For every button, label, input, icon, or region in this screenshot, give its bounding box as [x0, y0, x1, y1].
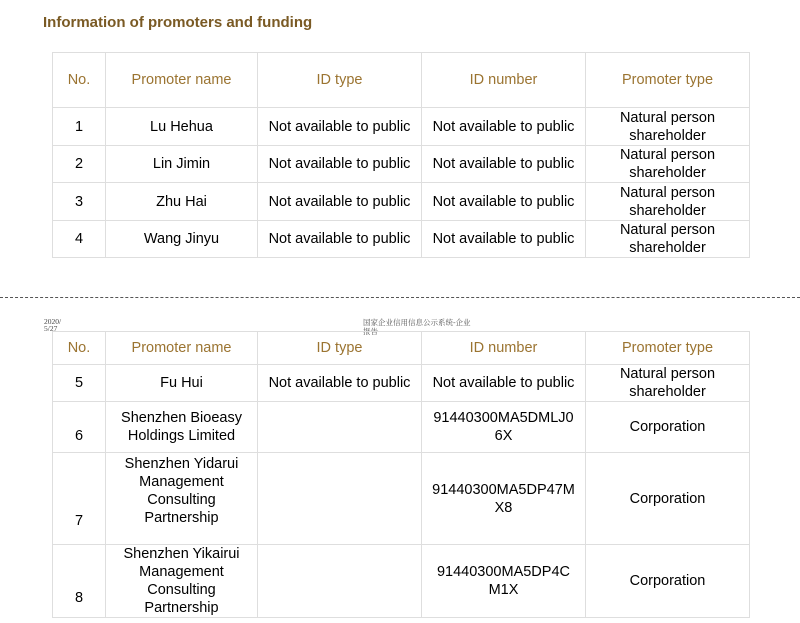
- cell-promoter-type: Corporation: [586, 453, 750, 545]
- table-row: [53, 183, 750, 221]
- cell-promoter-type: Natural person shareholder: [586, 221, 750, 258]
- cell-promoter-type: Natural person shareholder: [586, 365, 750, 402]
- promoters-table-part2: [52, 331, 750, 618]
- table-row: [53, 545, 750, 618]
- header-promoter-name: Promoter name: [106, 53, 258, 108]
- cell-id-number: Not available to public: [422, 146, 586, 183]
- cell-promoter-type: Corporation: [586, 402, 750, 453]
- cell-no: 7: [53, 453, 106, 545]
- cell-no: 6: [53, 402, 106, 453]
- cell-id-number: 91440300MA5DP4CM1X: [422, 545, 586, 618]
- header-id-type: ID type: [258, 332, 422, 365]
- cell-id-number: Not available to public: [422, 183, 586, 221]
- cell-id-number: 91440300MA5DP47MX8: [422, 453, 586, 545]
- table-header-row: [53, 53, 750, 108]
- page-date-stamp: [44, 318, 61, 332]
- cell-name: Zhu Hai: [106, 183, 258, 221]
- table-row: [53, 221, 750, 258]
- cell-id-number: Not available to public: [422, 221, 586, 258]
- table-row: [53, 453, 750, 545]
- table-row: [53, 402, 750, 453]
- date-line-1: 2020/: [44, 317, 62, 326]
- table-row: [53, 108, 750, 146]
- table-row: [53, 146, 750, 183]
- cell-no: 5: [53, 365, 106, 402]
- cell-id-type: Not available to public: [258, 221, 422, 258]
- cell-id-type: [258, 402, 422, 453]
- header-line-2: 报告: [363, 327, 378, 336]
- cell-id-type: Not available to public: [258, 108, 422, 146]
- cell-id-number: 91440300MA5DMLJ06X: [422, 402, 586, 453]
- table-row: [53, 365, 750, 402]
- cell-promoter-type: Natural person shareholder: [586, 108, 750, 146]
- cell-name: Shenzhen Bioeasy Holdings Limited: [106, 402, 258, 453]
- cell-name: Shenzhen Yikairui Management Consulting Partnership: [106, 545, 258, 618]
- date-line-2: 5/27: [44, 324, 58, 333]
- cell-name: Wang Jinyu: [106, 221, 258, 258]
- header-no: No.: [53, 53, 106, 108]
- header-promoter-type: Promoter type: [586, 332, 750, 365]
- cell-name: Lin Jimin: [106, 146, 258, 183]
- cell-no: 3: [53, 183, 106, 221]
- cell-id-type: Not available to public: [258, 146, 422, 183]
- cell-name: Lu Hehua: [106, 108, 258, 146]
- cell-no: 2: [53, 146, 106, 183]
- cell-name: Fu Hui: [106, 365, 258, 402]
- cell-no: 8: [53, 545, 106, 618]
- page-break-divider: [0, 297, 800, 298]
- cell-promoter-type: Natural person shareholder: [586, 146, 750, 183]
- cell-id-type: [258, 453, 422, 545]
- cell-id-number: Not available to public: [422, 108, 586, 146]
- cell-promoter-type: Natural person shareholder: [586, 183, 750, 221]
- header-id-number: ID number: [422, 332, 586, 365]
- header-id-number: ID number: [422, 53, 586, 108]
- header-line-1: 国家企业信用信息公示系统-企业: [363, 318, 471, 327]
- cell-id-type: [258, 545, 422, 618]
- cell-promoter-type: Corporation: [586, 545, 750, 618]
- header-promoter-type: Promoter type: [586, 53, 750, 108]
- cell-id-type: Not available to public: [258, 183, 422, 221]
- cell-id-type: Not available to public: [258, 365, 422, 402]
- cell-name: Shenzhen Yidarui Management Consulting Partnership: [106, 453, 258, 545]
- cell-id-number: Not available to public: [422, 365, 586, 402]
- cell-no: 1: [53, 108, 106, 146]
- section-title: Information of promoters and funding: [43, 14, 313, 31]
- header-id-type: ID type: [258, 53, 422, 108]
- cell-no: 4: [53, 221, 106, 258]
- header-no: No.: [53, 332, 106, 365]
- promoters-table-part1: [52, 52, 750, 258]
- header-promoter-name: Promoter name: [106, 332, 258, 365]
- table-header-row: [53, 332, 750, 365]
